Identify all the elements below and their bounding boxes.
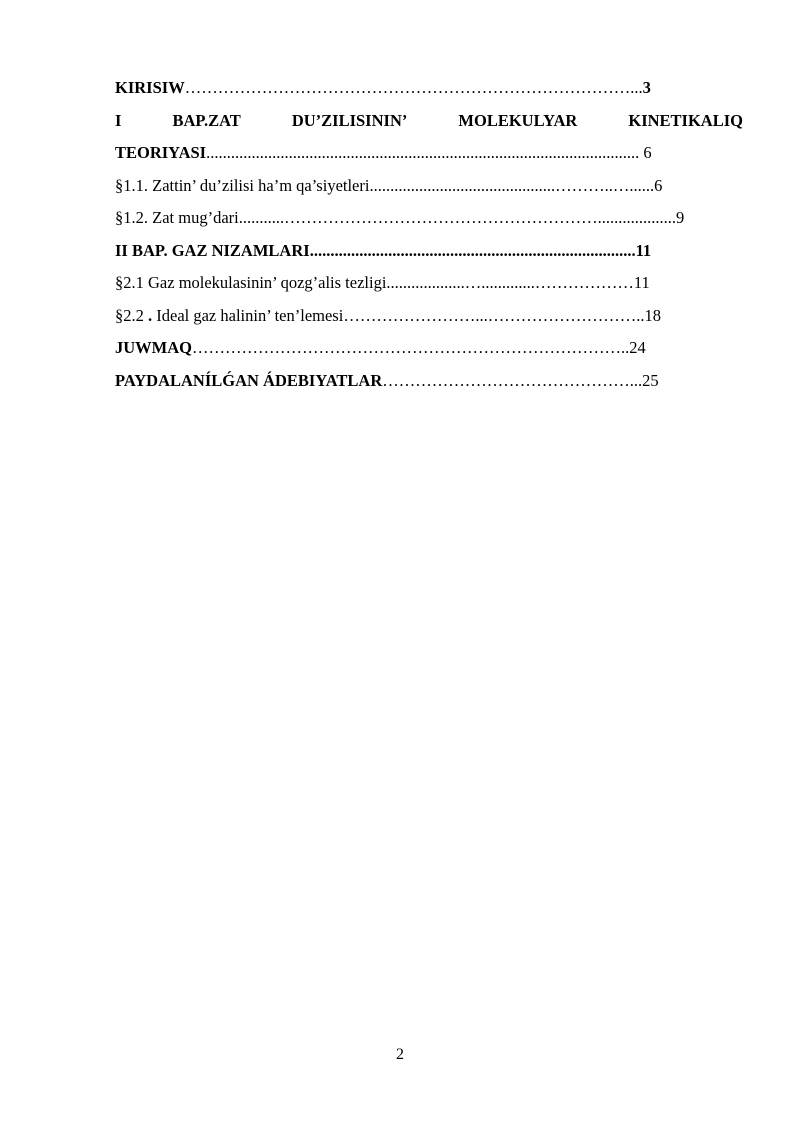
table-of-contents xyxy=(115,72,745,397)
toc-entry-chapter2 xyxy=(115,235,745,268)
toc-entry-leader: ............................................................................... xyxy=(309,240,636,260)
toc-entry-leader: ......................................................................................................... xyxy=(206,143,640,162)
toc-entry-title: KIRISIW xyxy=(115,78,185,97)
toc-entry-page: 25 xyxy=(642,370,659,390)
toc-chapter1-word: BAP.ZAT xyxy=(172,110,241,130)
toc-entry-separator: . xyxy=(143,305,157,325)
toc-entry-title: JUWMAQ xyxy=(115,338,192,357)
toc-entry-page: 6 xyxy=(654,175,663,195)
toc-entry-juwmaq xyxy=(115,332,745,365)
toc-entry-leader: ………………………………………………………………………... xyxy=(184,78,643,97)
page-number: 2 xyxy=(396,1046,404,1063)
toc-entry-number: §2.2 xyxy=(115,305,144,325)
toc-entry-leader: …………………………………………………………………….. xyxy=(192,338,630,357)
toc-entry-kirisiw xyxy=(115,72,745,105)
toc-entry-chapter1-line1 xyxy=(115,105,743,138)
toc-chapter1-word: I xyxy=(115,110,122,130)
toc-entry-leader: ………………………………………... xyxy=(382,370,643,390)
toc-entry-leader: ...........…………………………………………………................... xyxy=(238,208,676,227)
toc-chapter1-word: MOLEKULYAR xyxy=(458,110,578,130)
toc-entry-paydalanilgan xyxy=(115,365,745,398)
toc-entry-section-1-2 xyxy=(115,202,745,235)
toc-entry-title: TEORIYASI xyxy=(115,143,207,162)
toc-entry-title: Ideal gaz halinin’ ten’lemesi xyxy=(156,305,344,325)
toc-entry-section-2-2 xyxy=(115,300,745,333)
toc-entry-page: 3 xyxy=(642,78,651,97)
toc-entry-title: §1.2. Zat mug’dari xyxy=(115,208,239,227)
toc-entry-leader: ...................….............……………… xyxy=(386,273,634,292)
toc-entry-chapter1-line2 xyxy=(115,137,745,170)
toc-entry-title: II BAP. GAZ NIZAMLARI xyxy=(115,240,310,260)
toc-chapter1-word: KINETIKALIQ xyxy=(628,110,743,130)
toc-entry-leader: .............................................………..…...... xyxy=(369,175,655,195)
toc-entry-leader: ……………………...……………………….. xyxy=(343,305,645,325)
toc-entry-page: 6 xyxy=(639,143,652,162)
toc-entry-title: §1.1. Zattin’ du’zilisi ha’m qa’siyetleri xyxy=(115,175,370,195)
toc-entry-section-2-1 xyxy=(115,267,745,300)
toc-entry-page: 11 xyxy=(633,273,650,292)
toc-chapter1-word: DU’ZILISININ’ xyxy=(291,110,408,130)
toc-entry-section-1-1 xyxy=(115,170,745,203)
toc-entry-title: PAYDALANÍLǴAN ÁDEBIYATLAR xyxy=(115,370,383,390)
toc-entry-title: §2.1 Gaz molekulasinin’ qozg’alis tezligi xyxy=(115,273,387,292)
toc-entry-page: 24 xyxy=(629,338,646,357)
toc-entry-page: 18 xyxy=(644,305,661,325)
toc-entry-page: 9 xyxy=(675,208,685,227)
toc-entry-page: 11 xyxy=(635,240,652,260)
